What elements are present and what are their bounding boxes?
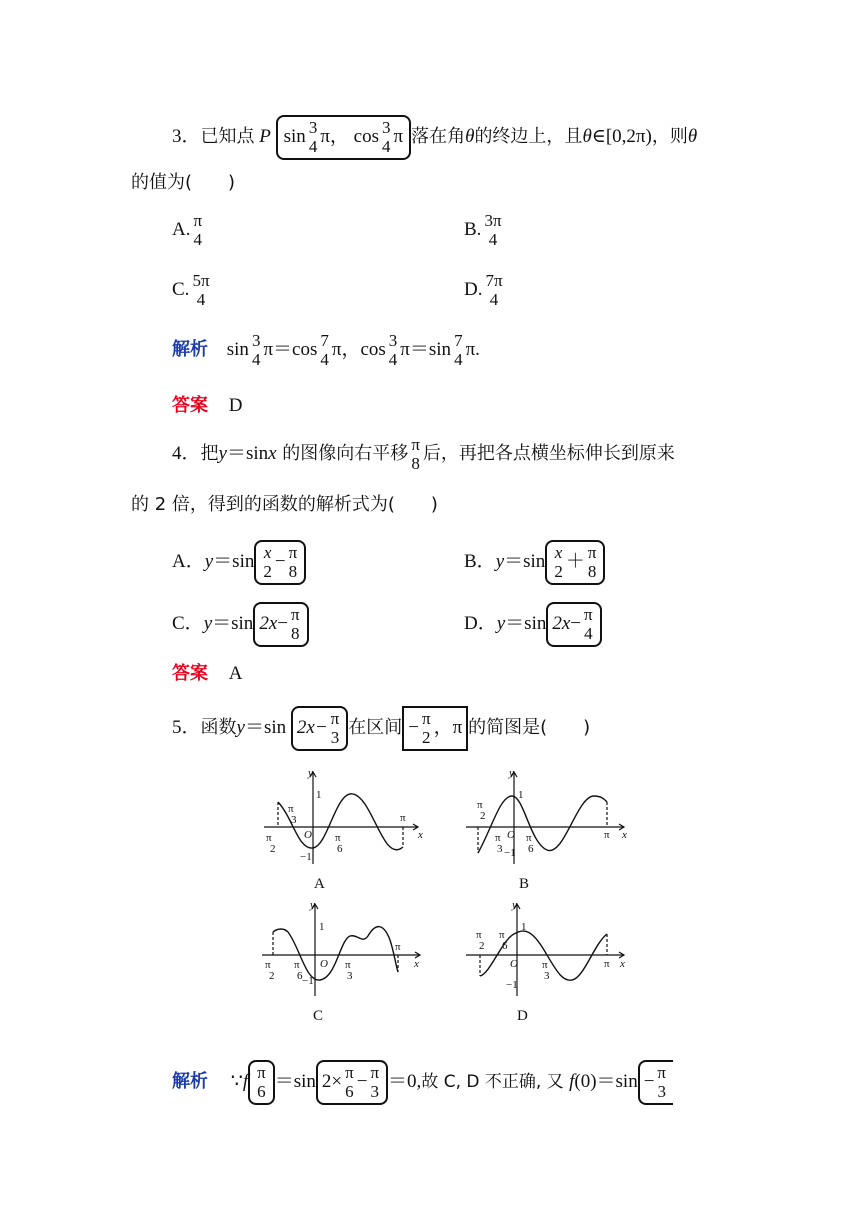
point-coordinates: sin 3 4 π， cos 3 4 π (276, 115, 411, 160)
graph-a (258, 768, 428, 866)
svg-text:−1: −1 (504, 847, 516, 859)
answer-label: 答案 (172, 663, 208, 684)
svg-text:π: π (495, 832, 501, 844)
svg-text:π: π (542, 959, 548, 971)
q4-stem-line1: 4．把y＝sinx 的图像向右平移 π 8 后，再把各点横坐标伸长到原来 (172, 435, 675, 473)
svg-text:O: O (304, 829, 312, 841)
svg-text:π: π (604, 829, 610, 841)
svg-text:O: O (510, 958, 518, 970)
svg-text:π: π (395, 941, 401, 953)
q4-option-c: C．y＝sin 2x− π 8 (172, 602, 309, 647)
svg-text:1: 1 (518, 789, 524, 801)
q4-option-b: B．y＝sin x 2 ＋ π 8 (464, 540, 605, 585)
svg-text:−1: −1 (506, 979, 518, 991)
q3-option-c: C. 5π 4 (172, 271, 210, 309)
graph-b (462, 768, 632, 866)
q3-stem-line1: 3．已知点 P sin 3 4 π， cos 3 4 π 落在角θ的终边上，且θ∈[0,2π)，则θ (172, 115, 697, 160)
svg-text:2: 2 (270, 843, 276, 855)
solution-label: 解析 (172, 339, 208, 361)
svg-text:π: π (400, 812, 406, 824)
answer-value: A (228, 663, 243, 684)
svg-text:π: π (294, 959, 300, 971)
answer-label: 答案 (172, 395, 208, 416)
solution-label: 解析 (172, 1071, 208, 1093)
svg-text:3: 3 (497, 843, 503, 855)
svg-text:1: 1 (521, 921, 527, 933)
graph-d (462, 900, 632, 998)
svg-text:y: y (512, 900, 517, 911)
svg-text:π: π (476, 929, 482, 941)
svg-text:π: π (526, 832, 532, 844)
svg-text:x: x (622, 829, 627, 841)
svg-text:6: 6 (337, 843, 343, 855)
svg-text:y: y (310, 900, 315, 911)
q5-stem: 5．函数y＝sin 2x− π 3 在区间 − π 2 ，π 的简图是( ) (172, 706, 590, 751)
svg-text:x: x (620, 958, 625, 970)
q4-answer (172, 664, 242, 683)
svg-text:y: y (308, 768, 313, 779)
q3-option-d: D. 7π 4 (464, 271, 503, 309)
svg-text:π: π (345, 959, 351, 971)
svg-text:2: 2 (269, 970, 275, 982)
svg-text:1: 1 (319, 921, 325, 933)
question-number: 5． (172, 717, 201, 739)
svg-text:y: y (509, 768, 514, 779)
svg-text:O: O (320, 958, 328, 970)
svg-text:−1: −1 (300, 851, 312, 863)
graph-d-label: D (517, 1008, 528, 1024)
graph-b-label: B (519, 876, 530, 892)
q3-option-b: B. 3π 4 (464, 211, 502, 249)
q3-option-a: A. π 4 (172, 211, 203, 249)
svg-text:π: π (265, 959, 271, 971)
svg-text:x: x (418, 829, 423, 841)
svg-text:π: π (266, 832, 272, 844)
svg-text:2: 2 (479, 940, 485, 952)
q3-answer (172, 396, 242, 415)
svg-text:−1: −1 (302, 975, 314, 987)
q4-option-a: A．y＝sin x 2 − π 8 (172, 540, 306, 585)
svg-text:6: 6 (297, 970, 303, 982)
graph-a-label: A (314, 876, 325, 892)
svg-text:O: O (507, 829, 515, 841)
svg-text:x: x (414, 958, 419, 970)
svg-text:3: 3 (291, 814, 297, 826)
svg-text:6: 6 (502, 940, 508, 952)
svg-text:3: 3 (347, 970, 353, 982)
svg-text:2: 2 (480, 810, 486, 822)
svg-text:1: 1 (316, 789, 322, 801)
svg-text:π: π (477, 799, 483, 811)
answer-value: D (228, 395, 243, 416)
q3-stem-line2: 的值为( ) (131, 172, 236, 193)
graph-c-label: C (313, 1008, 324, 1024)
graph-c (258, 900, 428, 998)
question-number: 3． (172, 126, 201, 148)
svg-text:6: 6 (528, 843, 534, 855)
svg-text:π: π (288, 803, 294, 815)
svg-text:π: π (604, 958, 610, 970)
q4-stem-line2: 的 2 倍，得到的函数的解析式为( ) (131, 494, 438, 515)
svg-text:π: π (499, 929, 505, 941)
q5-solution: 解析 ∵f π 6 ＝sin 2× π 6 − π 3 ＝0,故 C, D 不正确, 又 f(0)＝sin − π 3 (172, 1060, 673, 1105)
svg-text:3: 3 (544, 970, 550, 982)
q4-option-d: D．y＝sin 2x− π 4 (464, 602, 602, 647)
svg-text:π: π (335, 832, 341, 844)
q3-solution: 解析 sin 3 4 π＝cos 7 4 π，cos 3 4 π＝sin 7 4 π. (172, 331, 480, 369)
question-number: 4． (172, 443, 201, 465)
